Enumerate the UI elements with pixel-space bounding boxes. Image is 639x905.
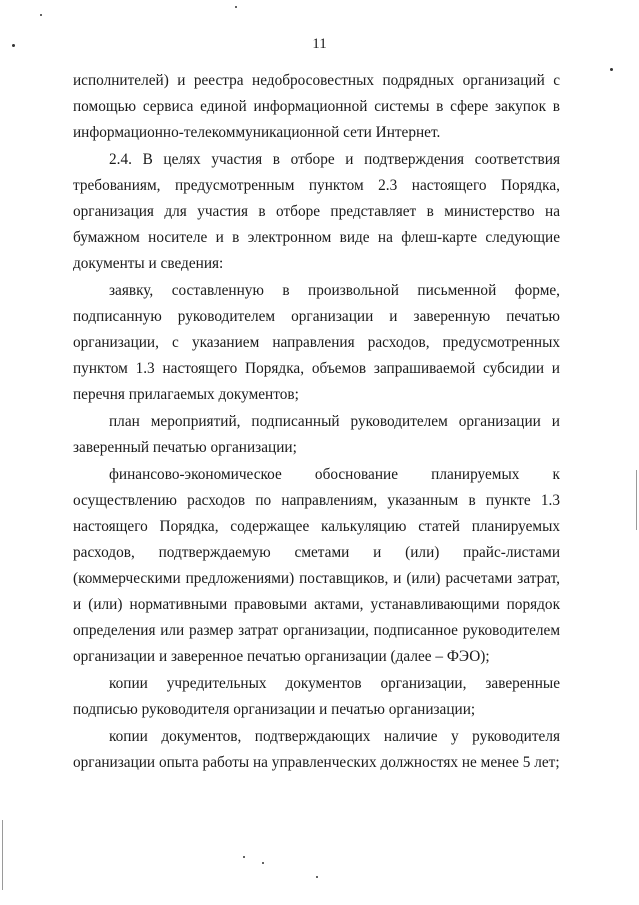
text-line: подписанную руководителем организации и заверенную печатью — [73, 308, 560, 325]
text-line: документы и сведения: — [73, 255, 224, 272]
text-line: расходов, подтверждаемую сметами и (или) прайс-листами — [73, 544, 560, 561]
paragraph-first-line: 2.4. В целях участия в отборе и подтверждения соответствия — [109, 151, 560, 168]
text-line: заверенный печатью организации; — [73, 439, 297, 456]
paragraph-first-line: копии учредительных документов организации, заверенные — [109, 675, 560, 692]
text-line: помощью сервиса единой информационной системы в сфере закупок в — [73, 98, 560, 115]
scan-speck — [262, 862, 264, 864]
text-line: перечня прилагаемых документов; — [73, 386, 299, 403]
text-line: осуществлению расходов по направлениям, указанным в пункте 1.3 — [73, 492, 560, 509]
text-line: пунктом 1.3 настоящего Порядка, объемов запрашиваемой субсидии и — [73, 360, 560, 377]
document-body — [73, 68, 560, 776]
text-line: определения или размер затрат организации, подписанное руководителем — [73, 622, 560, 639]
text-line: организации, с указанием направления расходов, предусмотренных — [73, 334, 560, 351]
text-line: настоящего Порядка, содержащее калькуляцию статей планируемых — [73, 518, 560, 535]
paragraph-first-line: финансово-экономическое обоснование планируемых к — [109, 466, 560, 483]
text-line: бумажном носителе и в электронном виде на флеш-карте следующие — [73, 229, 560, 246]
text-line: исполнителей) и реестра недобросовестных подрядных организаций с — [73, 72, 560, 89]
paragraph-first-line: заявку, составленную в произвольной письменной форме, — [109, 282, 560, 299]
text-line: организация для участия в отборе представляет в министерство на — [73, 203, 560, 220]
text-line: и (или) нормативными правовыми актами, устанавливающими порядок — [73, 596, 560, 613]
paragraph-first-line: план мероприятий, подписанный руководителем организации и — [109, 413, 560, 430]
scan-speck — [316, 876, 318, 878]
scan-speck — [12, 44, 15, 47]
scan-speck — [235, 6, 237, 8]
text-line: подписью руководителя организации и печатью организации; — [73, 701, 476, 718]
scan-edge-mark — [2, 820, 3, 890]
scan-edge-mark — [636, 470, 637, 530]
text-line: организации опыта работы на управленческих должностях не менее 5 лет; — [73, 754, 560, 771]
text-line: организации и заверенное печатью организации (далее – ФЭО); — [73, 648, 490, 665]
paragraph-first-line: копии документов, подтверждающих наличие у руководителя — [109, 728, 560, 745]
text-line: информационно-телекоммуникационной сети Интернет. — [73, 124, 441, 141]
scan-speck — [243, 856, 245, 858]
scan-speck — [40, 14, 42, 16]
text-line: (коммерческими предложениями) поставщиков, и (или) расчетами затрат, — [73, 570, 560, 587]
scan-speck — [610, 68, 613, 71]
page-number: 11 — [312, 36, 327, 52]
text-line: требованиям, предусмотренным пунктом 2.3 настоящего Порядка, — [73, 177, 560, 194]
